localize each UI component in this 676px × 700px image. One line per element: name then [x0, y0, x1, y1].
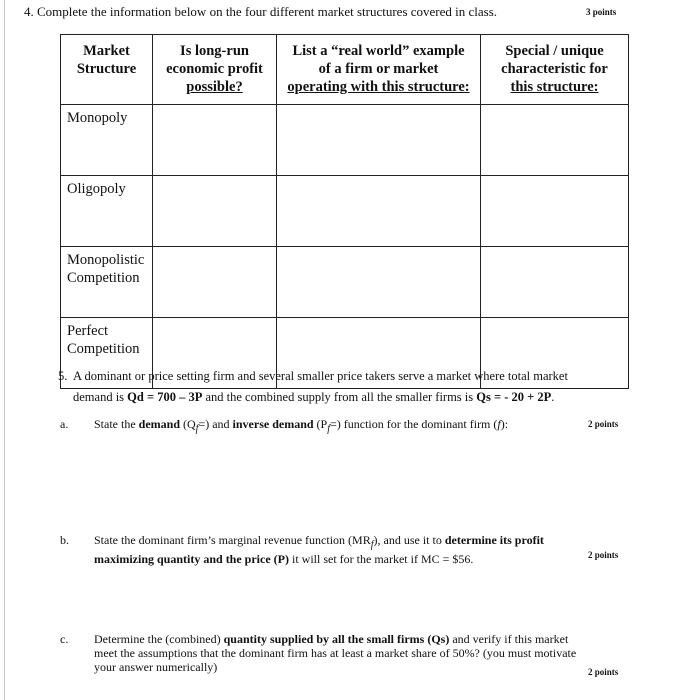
question-5a-letter: a.: [60, 417, 69, 431]
row-label-perfect-competition: Perfect Competition: [61, 318, 153, 389]
question-4-points: 3 points: [586, 7, 617, 17]
question-5c-text: Determine the (combined) quantity supplied by all the small firms (Qs) and verify if this market meet the assumptions that the dominant firm has at least a market share of 50%? (you must motivate your answer numerically): [94, 632, 577, 674]
question-5-line-2: demand is Qd = 700 – 3P and the combined supply from all the smaller firms is Qs = - 20 + 2P.: [73, 390, 555, 404]
table-header-row: [61, 35, 629, 105]
page-edge-divider: [4, 0, 5, 700]
header-unique-characteristic: Special / unique characteristic for this structure:: [481, 35, 629, 105]
question-5a-text: State the demand $(Q_f=)$ and inverse demand $(P_f=)$ function for the dominant firm (f):: [94, 417, 509, 435]
question-4-prompt: [24, 4, 497, 20]
answer-cell[interactable]: [153, 105, 277, 176]
row-label-monopolistic-competition: Monopolistic Competition: [61, 247, 153, 318]
answer-cell[interactable]: [481, 176, 629, 247]
header-real-world-example: List a “real world” example of a firm or market operating with this structure:: [277, 35, 481, 105]
row-label-monopoly: Monopoly: [61, 105, 153, 176]
question-4-number: 4.: [24, 4, 34, 19]
question-5a: [60, 417, 620, 433]
question-5-number: 5.: [58, 369, 68, 383]
question-5c-letter: c.: [60, 632, 69, 646]
question-4-text: Complete the information below on the four different market structures covered in class.: [37, 4, 498, 19]
answer-cell[interactable]: [277, 105, 481, 176]
demand-equation: Qd = 700 – 3P: [127, 390, 203, 404]
answer-cell[interactable]: [277, 176, 481, 247]
question-5c-points: 2 points: [588, 667, 619, 677]
market-structure-table: [60, 34, 629, 389]
question-5-prompt: [58, 366, 618, 408]
answer-cell[interactable]: [277, 247, 481, 318]
header-market-structure: Market Structure: [61, 35, 153, 105]
row-label-oligopoly: Oligopoly: [61, 176, 153, 247]
table-row: [61, 176, 629, 247]
question-5b-points: 2 points: [588, 550, 619, 560]
answer-cell[interactable]: [153, 176, 277, 247]
answer-cell[interactable]: [481, 247, 629, 318]
question-5b: [60, 533, 620, 565]
table-row: [61, 105, 629, 176]
answer-cell[interactable]: [481, 105, 629, 176]
question-5a-points: 2 points: [588, 419, 619, 429]
question-5b-text: State the dominant firm’s marginal revenue function $(MR_f)$, and use it to determine its profit maximizing quantity and the price (P) it will set for the market if MC = $56.: [94, 533, 544, 567]
table-row: [61, 247, 629, 318]
question-5-line-1: A dominant or price setting firm and several smaller price takers serve a market where total market: [73, 369, 568, 383]
answer-cell[interactable]: [153, 247, 277, 318]
question-5c: [60, 632, 620, 680]
header-long-run-profit: Is long-run economic profit possible?: [153, 35, 277, 105]
supply-equation: Qs = - 20 + 2P: [476, 390, 552, 404]
question-5b-letter: b.: [60, 533, 69, 547]
